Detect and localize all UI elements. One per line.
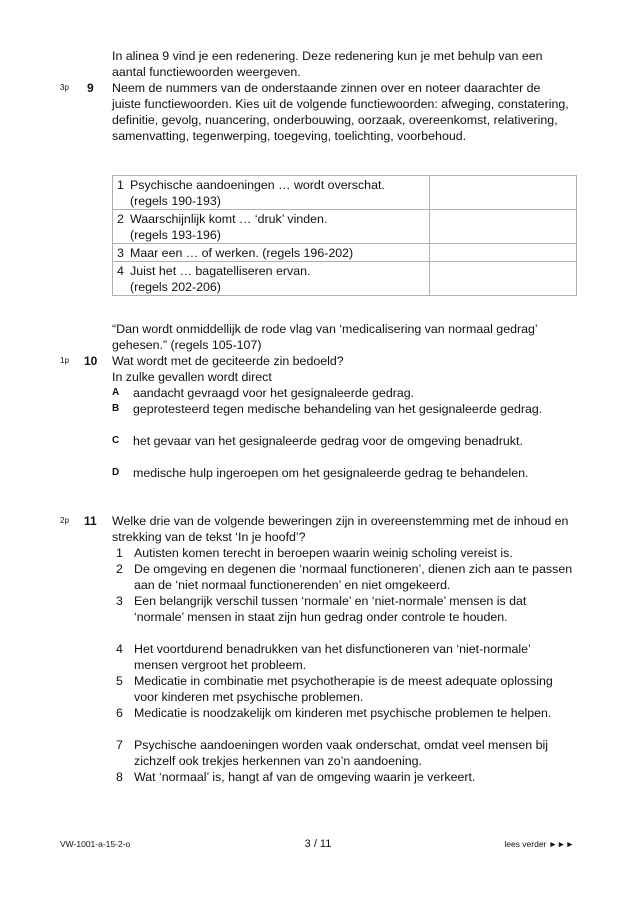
intro-q9: In alinea 9 vind je een redenering. Deze redenering kun je met behulp van een aantal functiewoorden weergeven. — [112, 49, 543, 79]
option-c[interactable]: het gevaar van het gesignaleerde gedrag voor de omgeving benadrukt. — [133, 434, 523, 448]
table-cell-statement: 2 Waarschijnlijk komt … ‘druk’ vinden. (regels 193-196) — [113, 210, 430, 244]
table-row — [113, 262, 577, 296]
option-letter-b: B — [112, 403, 120, 414]
table-cell-statement: 1 Psychische aandoeningen … wordt overschat. (regels 190-193) — [113, 176, 430, 210]
q11-points: 2p — [60, 516, 69, 525]
footer-page-number: 3 / 11 — [304, 838, 332, 850]
q11-number: 11 — [84, 514, 97, 528]
answer-cell[interactable] — [429, 210, 577, 244]
answer-cell[interactable] — [429, 262, 577, 296]
statement-number: 5 — [116, 674, 123, 688]
footer-exam-code: VW-1001-a-15-2-o — [60, 839, 131, 849]
statement-text: Medicatie in combinatie met psychotherapie is de meest adequate oplossing voor kinderen met psychische problemen. — [134, 674, 553, 704]
statement-text: Een belangrijk verschil tussen ‘normale’ en ‘niet-normale’ mensen is dat ‘normale’ mensen in staat zijn hun gedrag onder controle te houden. — [134, 594, 527, 624]
statement-text: Het voortdurend benadrukken van het disfunctioneren van ‘niet-normale’ mensen vergroot het probleem. — [134, 642, 531, 672]
statement-number: 6 — [116, 706, 123, 720]
q10-points: 1p — [60, 356, 69, 365]
statement-number: 7 — [116, 738, 123, 752]
option-letter-c: C — [112, 435, 120, 446]
answer-cell[interactable] — [429, 176, 577, 210]
statement-number: 4 — [116, 642, 123, 656]
table-row — [113, 244, 577, 262]
q10-question: Wat wordt met de geciteerde zin bedoeld? — [112, 354, 344, 368]
option-letter-d: D — [112, 467, 120, 478]
quote-q10: “Dan wordt onmiddellijk de rode vlag van ‘medicalisering van normaal gedrag’ gehesen.” (regels 105-107) — [112, 322, 538, 352]
statement-text: De omgeving en degenen die ‘normaal functioneren’, dienen zich aan te passen aan de ‘niet normaal functionerenden’ en niet omgekeerd. — [134, 562, 573, 592]
option-letter-a: A — [112, 387, 120, 398]
option-a[interactable]: aandacht gevraagd voor het gesignaleerde gedrag. — [133, 386, 415, 400]
q11-question: Welke drie van de volgende beweringen zijn in overeenstemming met de inhoud en strekking van de tekst ‘In je hoofd’? — [112, 514, 569, 544]
statement-number: 3 — [116, 594, 123, 608]
q9-points: 3p — [60, 83, 69, 92]
statement-text: Medicatie is noodzakelijk om kinderen met psychische problemen te helpen. — [134, 706, 552, 720]
table-cell-statement: 3 Maar een … of werken. (regels 196-202) — [113, 244, 430, 262]
table-row — [113, 210, 577, 244]
q9-number: 9 — [87, 81, 94, 95]
statement-number: 1 — [116, 546, 123, 560]
footer-next-page: lees verder ►►► — [504, 839, 574, 849]
statement-text: Wat ‘normaal’ is, hangt af van de omgeving waarin je verkeert. — [134, 770, 476, 784]
table-row — [113, 176, 577, 210]
q9-text: Neem de nummers van de onderstaande zinnen over en noteer daarachter de juiste functiewoorden. Kies uit de volgende functiewoorden: afweging, constatering, definitie, gevolg, nuancering, onderbouwing, oorzaak, overeenkomst, relativering, samenvatting, tegenwerping, toegeving, toelichting, voorbehoud. — [112, 81, 569, 143]
statement-text: Autisten komen terecht in beroepen waarin weinig scholing vereist is. — [134, 546, 513, 560]
table-cell-statement: 4 Juist het … bagatelliseren ervan. (regels 202-206) — [113, 262, 430, 296]
q10-stem: In zulke gevallen wordt direct — [112, 370, 272, 384]
statement-number: 8 — [116, 770, 123, 784]
q10-number: 10 — [84, 354, 98, 368]
statement-number: 2 — [116, 562, 123, 576]
option-d[interactable]: medische hulp ingeroepen om het gesignaleerde gedrag te behandelen. — [133, 466, 529, 480]
q9-answer-table — [112, 175, 577, 296]
statement-text: Psychische aandoeningen worden vaak onderschat, omdat veel mensen bij zichzelf ook trekjes herkennen van zo’n aandoening. — [134, 738, 548, 768]
option-b[interactable]: geprotesteerd tegen medische behandeling van het gesignaleerde gedrag. — [133, 402, 543, 416]
answer-cell[interactable] — [429, 244, 577, 262]
